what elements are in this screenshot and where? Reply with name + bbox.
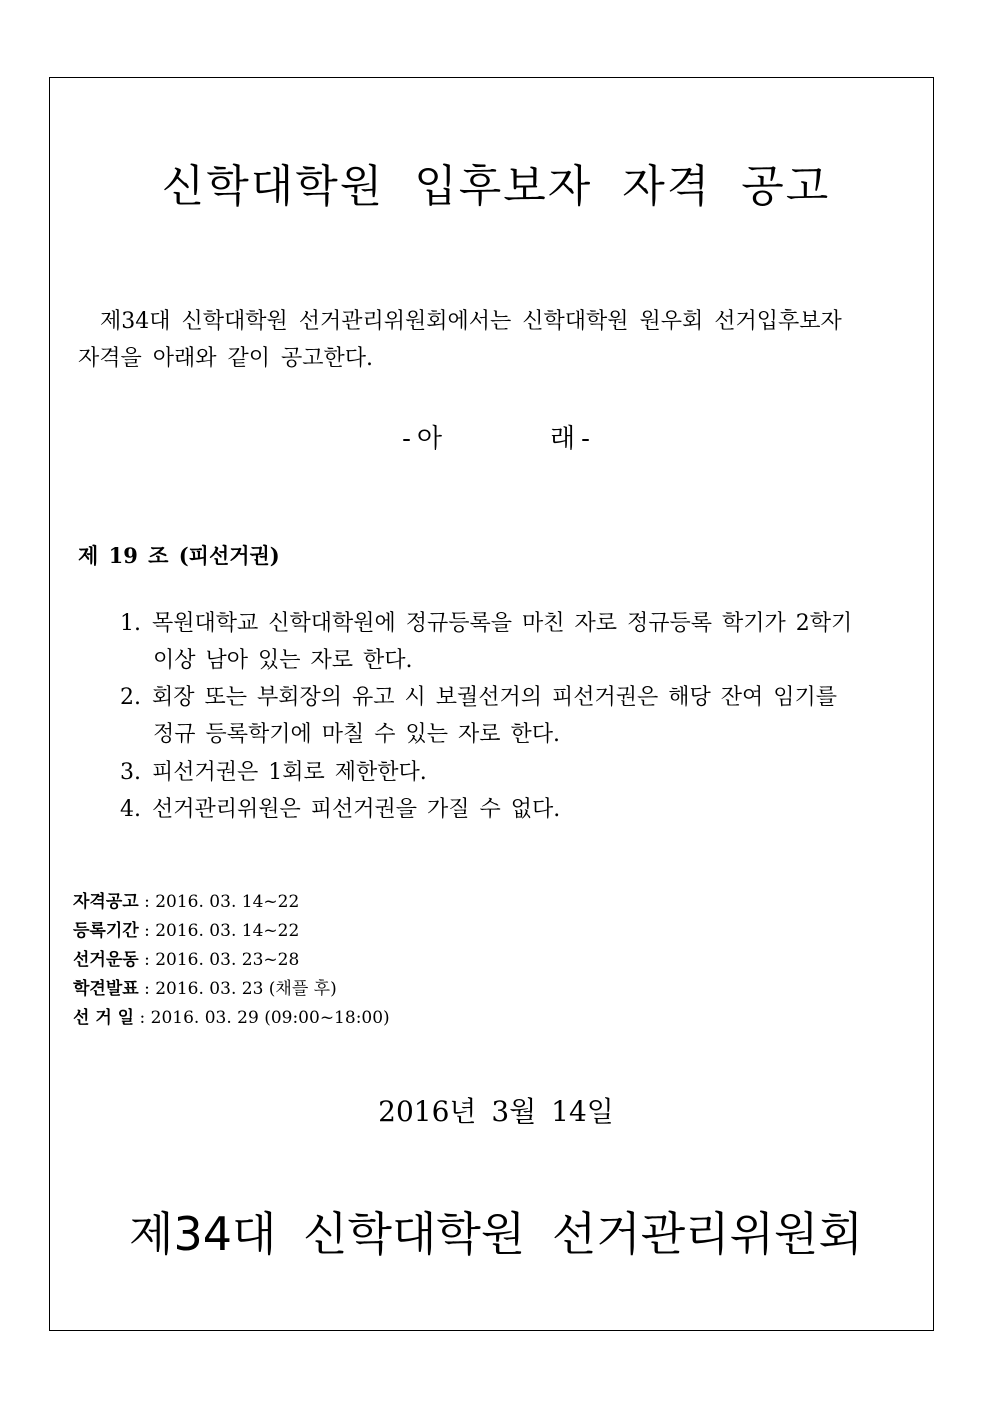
schedule-value: : 2016. 03. 14~22 (138, 921, 300, 941)
schedule-value: : 2016. 03. 14~22 (138, 892, 300, 912)
below-heading-char-2: 래 (550, 424, 576, 454)
schedule-row (73, 945, 299, 970)
below-heading-dash-right: - (581, 424, 590, 454)
list-item-number: 4. (120, 797, 141, 822)
page-title: 신학대학원 입후보자 자격 공고 (161, 161, 831, 212)
list-item-text: 목원대학교 신학대학원에 정규등록을 마친 자로 정규등록 학기가 2학기 (152, 611, 853, 636)
schedule-row (73, 916, 299, 941)
list-item (120, 792, 560, 823)
schedule-label: 등록기간 (73, 921, 139, 941)
list-item-number: 3. (120, 760, 141, 785)
notice-date: 2016년 3월 14일 (378, 1095, 614, 1128)
schedule-label: 선거운동 (73, 950, 139, 970)
schedule-row (73, 974, 337, 999)
schedule-value: : 2016. 03. 23~28 (138, 950, 300, 970)
intro-line-1: 제34대 신학대학원 선거관리위원회에서는 신학대학원 원우회 선거입후보자 (100, 309, 842, 334)
issuing-organization: 제34대 신학대학원 선거관리위원회 (129, 1207, 863, 1261)
list-item-continuation: 정규 등록학기에 마칠 수 있는 자로 한다. (153, 722, 560, 747)
below-heading-dash-left: - (402, 424, 411, 454)
schedule-value: : 2016. 03. 23 (채플 후) (138, 979, 337, 999)
schedule-label: 선 거 일 (73, 1008, 135, 1028)
schedule-label: 학견발표 (73, 979, 139, 999)
list-item-number: 1. (120, 611, 141, 636)
list-item-text: 선거관리위원은 피선거권을 가질 수 없다. (152, 797, 561, 822)
article-heading: 제 19 조 (피선거권) (78, 543, 280, 568)
schedule-row (73, 1003, 390, 1028)
list-item (120, 606, 852, 637)
schedule-value: : 2016. 03. 29 (09:00~18:00) (134, 1008, 390, 1028)
list-item-text: 회장 또는 부회장의 유고 시 보궐선거의 피선거권은 해당 잔여 임기를 (152, 685, 837, 710)
schedule-label: 자격공고 (73, 892, 139, 912)
schedule-row (73, 887, 299, 912)
list-item (120, 680, 837, 711)
list-item (120, 755, 427, 786)
intro-line-2: 자격을 아래와 같이 공고한다. (78, 346, 373, 371)
below-heading (0, 418, 992, 455)
list-item-continuation: 이상 남아 있는 자로 한다. (153, 648, 413, 673)
list-item-number: 2. (120, 685, 141, 710)
list-item-text: 피선거권은 1회로 제한한다. (152, 760, 427, 785)
below-heading-char-1: 아 (416, 424, 442, 454)
